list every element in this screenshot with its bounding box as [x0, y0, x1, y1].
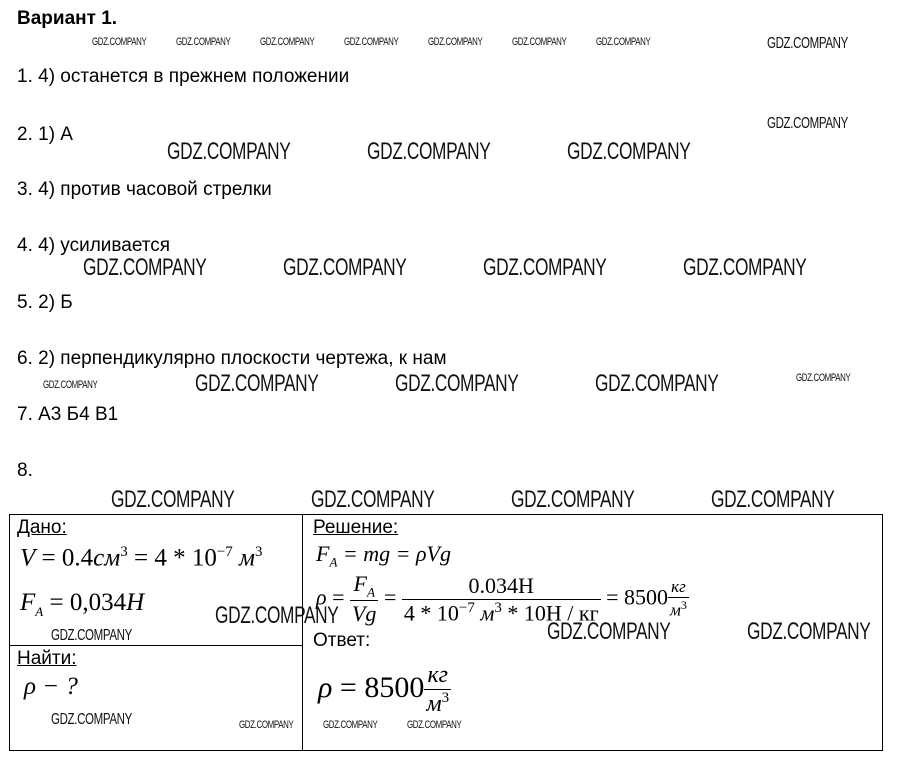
- watermark: GDZ.COMPANY: [511, 486, 635, 513]
- watermark: GDZ.COMPANY: [767, 35, 848, 52]
- watermark: GDZ.COMPANY: [796, 372, 851, 384]
- watermark: GDZ.COMPANY: [51, 711, 132, 728]
- answer-2: 2. 1) А: [17, 124, 73, 145]
- watermark: GDZ.COMPANY: [83, 254, 207, 281]
- watermark: GDZ.COMPANY: [167, 138, 291, 165]
- solution-formula-1: $F_A$ = mg = ρVg: [316, 541, 451, 570]
- watermark: GDZ.COMPANY: [595, 370, 719, 397]
- watermark: GDZ.COMPANY: [92, 36, 147, 48]
- watermark: GDZ.COMPANY: [512, 36, 567, 48]
- watermark: GDZ.COMPANY: [176, 36, 231, 48]
- watermark: GDZ.COMPANY: [311, 486, 435, 513]
- watermark: GDZ.COMPANY: [547, 618, 671, 645]
- answer-4: 4. 4) усиливается: [17, 235, 171, 256]
- answer-8: 8.: [17, 460, 33, 481]
- watermark: GDZ.COMPANY: [683, 254, 807, 281]
- watermark: GDZ.COMPANY: [367, 138, 491, 165]
- watermark: GDZ.COMPANY: [596, 36, 651, 48]
- watermark: GDZ.COMPANY: [239, 719, 294, 731]
- answer-5: 5. 2) Б: [17, 292, 73, 313]
- watermark: GDZ.COMPANY: [51, 627, 132, 644]
- table-divider-horizontal: [9, 645, 303, 646]
- given-volume: $V = 0.4см^3 = 4 * 10^{-7}$ $м^3$: [20, 544, 263, 572]
- watermark: GDZ.COMPANY: [711, 486, 835, 513]
- answer-3: 3. 4) против часовой стрелки: [17, 179, 272, 200]
- given-force: $F_A = 0,034H$: [20, 589, 145, 619]
- solution-header: Решение:: [313, 517, 399, 538]
- watermark: GDZ.COMPANY: [111, 486, 235, 513]
- given-header: Дано:: [17, 517, 67, 538]
- watermark: GDZ.COMPANY: [395, 370, 519, 397]
- watermark: GDZ.COMPANY: [260, 36, 315, 48]
- watermark: GDZ.COMPANY: [407, 719, 462, 731]
- find-header: Найти:: [17, 648, 77, 669]
- answer-1: 1. 4) останется в прежнем положении: [17, 66, 350, 87]
- watermark: GDZ.COMPANY: [767, 115, 848, 132]
- variant-title: Вариант 1.: [17, 8, 118, 29]
- final-answer: ρ = 8500 $\frac{кг}{м^3}$: [318, 662, 450, 717]
- table-divider-vertical: [302, 514, 303, 751]
- watermark: GDZ.COMPANY: [215, 602, 339, 629]
- watermark: GDZ.COMPANY: [567, 138, 691, 165]
- watermark: GDZ.COMPANY: [195, 370, 319, 397]
- watermark: GDZ.COMPANY: [483, 254, 607, 281]
- solution-formula-2: ρ = $\frac{F_A}{Vg}$ = $\frac{0.034H}{4 * 10^{-7} м^3 * 10H / кг}$ = 8500 $\frac{кг}{м^3}$: [316, 571, 687, 627]
- answer-6: 6. 2) перпендикулярно плоскости чертежа, к нам: [17, 348, 447, 369]
- watermark: GDZ.COMPANY: [747, 618, 871, 645]
- answer-7: 7. А3 Б4 В1: [17, 404, 119, 425]
- answer-header: Ответ:: [313, 630, 371, 651]
- watermark: GDZ.COMPANY: [283, 254, 407, 281]
- find-density: ρ − ?: [24, 673, 78, 700]
- watermark: GDZ.COMPANY: [344, 36, 399, 48]
- watermark: GDZ.COMPANY: [43, 379, 98, 391]
- watermark: GDZ.COMPANY: [428, 36, 483, 48]
- watermark: GDZ.COMPANY: [323, 719, 378, 731]
